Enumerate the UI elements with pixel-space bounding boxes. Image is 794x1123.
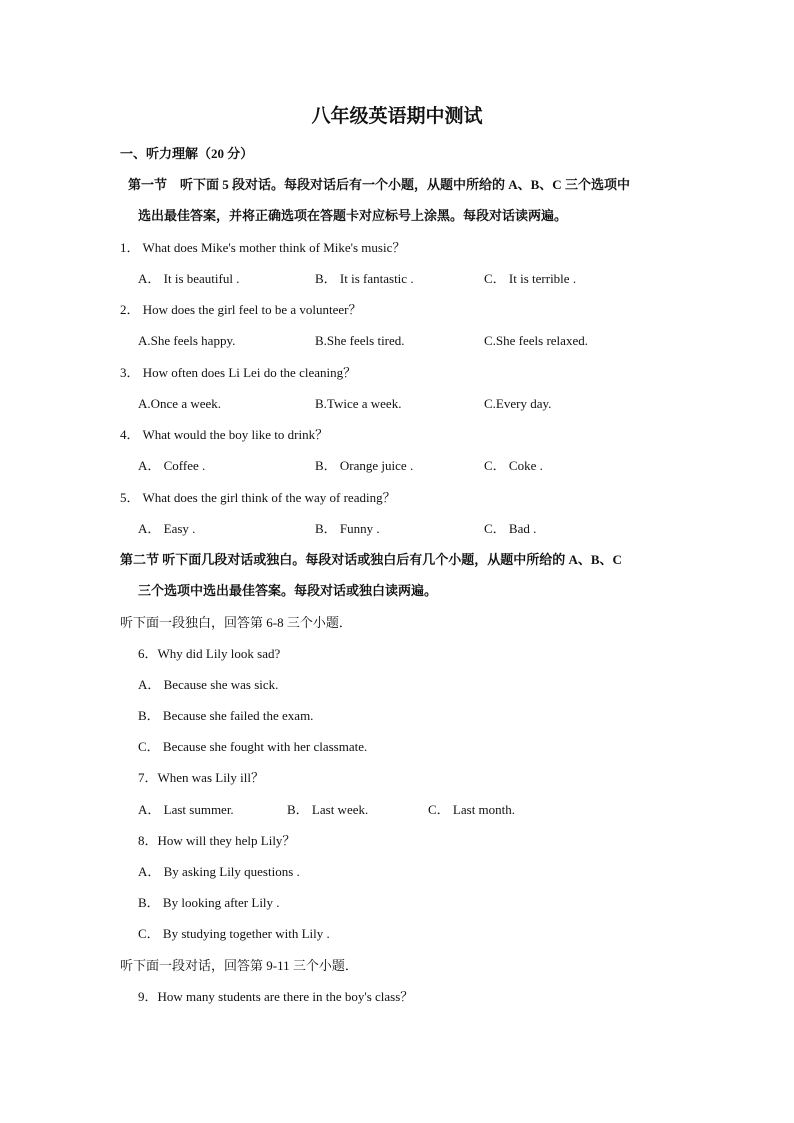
question-6-option-a: A． Because she was sick. bbox=[138, 677, 279, 692]
option-a: A． Coffee . bbox=[138, 458, 206, 473]
question-3: 3． How often does Li Lei do the cleaning？ bbox=[120, 365, 357, 380]
question-8-option-b: B． By looking after Lily . bbox=[138, 895, 280, 910]
option-c: C． It is terrible . bbox=[484, 271, 577, 286]
option-b: B.She feels tired. bbox=[315, 333, 405, 348]
option-a: A.Once a week. bbox=[138, 396, 222, 411]
question-8-option-c: C． By studying together with Lily . bbox=[138, 926, 330, 941]
option-a: A． Easy . bbox=[138, 521, 196, 536]
question-6-option-b: B． Because she failed the exam. bbox=[138, 708, 314, 723]
option-b: B． Orange juice . bbox=[315, 458, 414, 473]
option-b: B.Twice a week. bbox=[315, 396, 402, 411]
option-b: B． It is fantastic . bbox=[315, 271, 414, 286]
option-a: A.She feels happy. bbox=[138, 333, 236, 348]
option-b: B． Funny . bbox=[315, 521, 380, 536]
page-title: 八年级英语期中测试 bbox=[311, 106, 483, 127]
question-2: 2． How does the girl feel to be a volunteer？ bbox=[120, 302, 362, 317]
option-a: A． Last summer. bbox=[138, 802, 234, 817]
option-c: C． Last month. bbox=[428, 802, 516, 817]
section1-instruction-line1: 第一节 听下面 5 段对话。每段对话后有一个小题，从题中所给的 A、B、C 三个选项中 bbox=[128, 177, 630, 192]
option-c: C.Every day. bbox=[484, 396, 552, 411]
option-a: A． It is beautiful . bbox=[138, 271, 240, 286]
option-c: C.She feels relaxed. bbox=[484, 333, 588, 348]
option-c: C． Coke . bbox=[484, 458, 543, 473]
question-1: 1． What does Mike's mother think of Mike's music？ bbox=[120, 240, 406, 255]
question-7: 7．When was Lily ill？ bbox=[138, 770, 265, 785]
question-5: 5． What does the girl think of the way of reading？ bbox=[120, 490, 396, 505]
option-b: B． Last week. bbox=[287, 802, 369, 817]
question-6-option-c: C． Because she fought with her classmate. bbox=[138, 739, 368, 754]
question-4: 4． What would the boy like to drink？ bbox=[120, 427, 329, 442]
section2-instruction-line2: 三个选项中选出最佳答案。每段对话或独白读两遍。 bbox=[138, 583, 438, 598]
section1-instruction-line2: 选出最佳答案，并将正确选项在答题卡对应标号上涂黑。每段对话读两遍。 bbox=[138, 208, 568, 223]
intro-questions-9-11: 听下面一段对话，回答第 9-11 三个小题． bbox=[120, 958, 358, 973]
question-8-option-a: A． By asking Lily questions . bbox=[138, 864, 300, 879]
option-c: C． Bad . bbox=[484, 521, 537, 536]
question-8: 8．How will they help Lily？ bbox=[138, 833, 296, 848]
section2-instruction-line1: 第二节 听下面几段对话或独白。每段对话或独白后有几个小题，从题中所给的 A、B、C bbox=[120, 552, 622, 567]
intro-questions-6-8: 听下面一段独白，回答第 6-8 三个小题． bbox=[120, 615, 352, 630]
question-6: 6．Why did Lily look sad? bbox=[138, 646, 281, 661]
part1-heading: 一、听力理解（20 分） bbox=[120, 146, 254, 161]
question-9: 9．How many students are there in the boy's class？ bbox=[138, 989, 414, 1004]
